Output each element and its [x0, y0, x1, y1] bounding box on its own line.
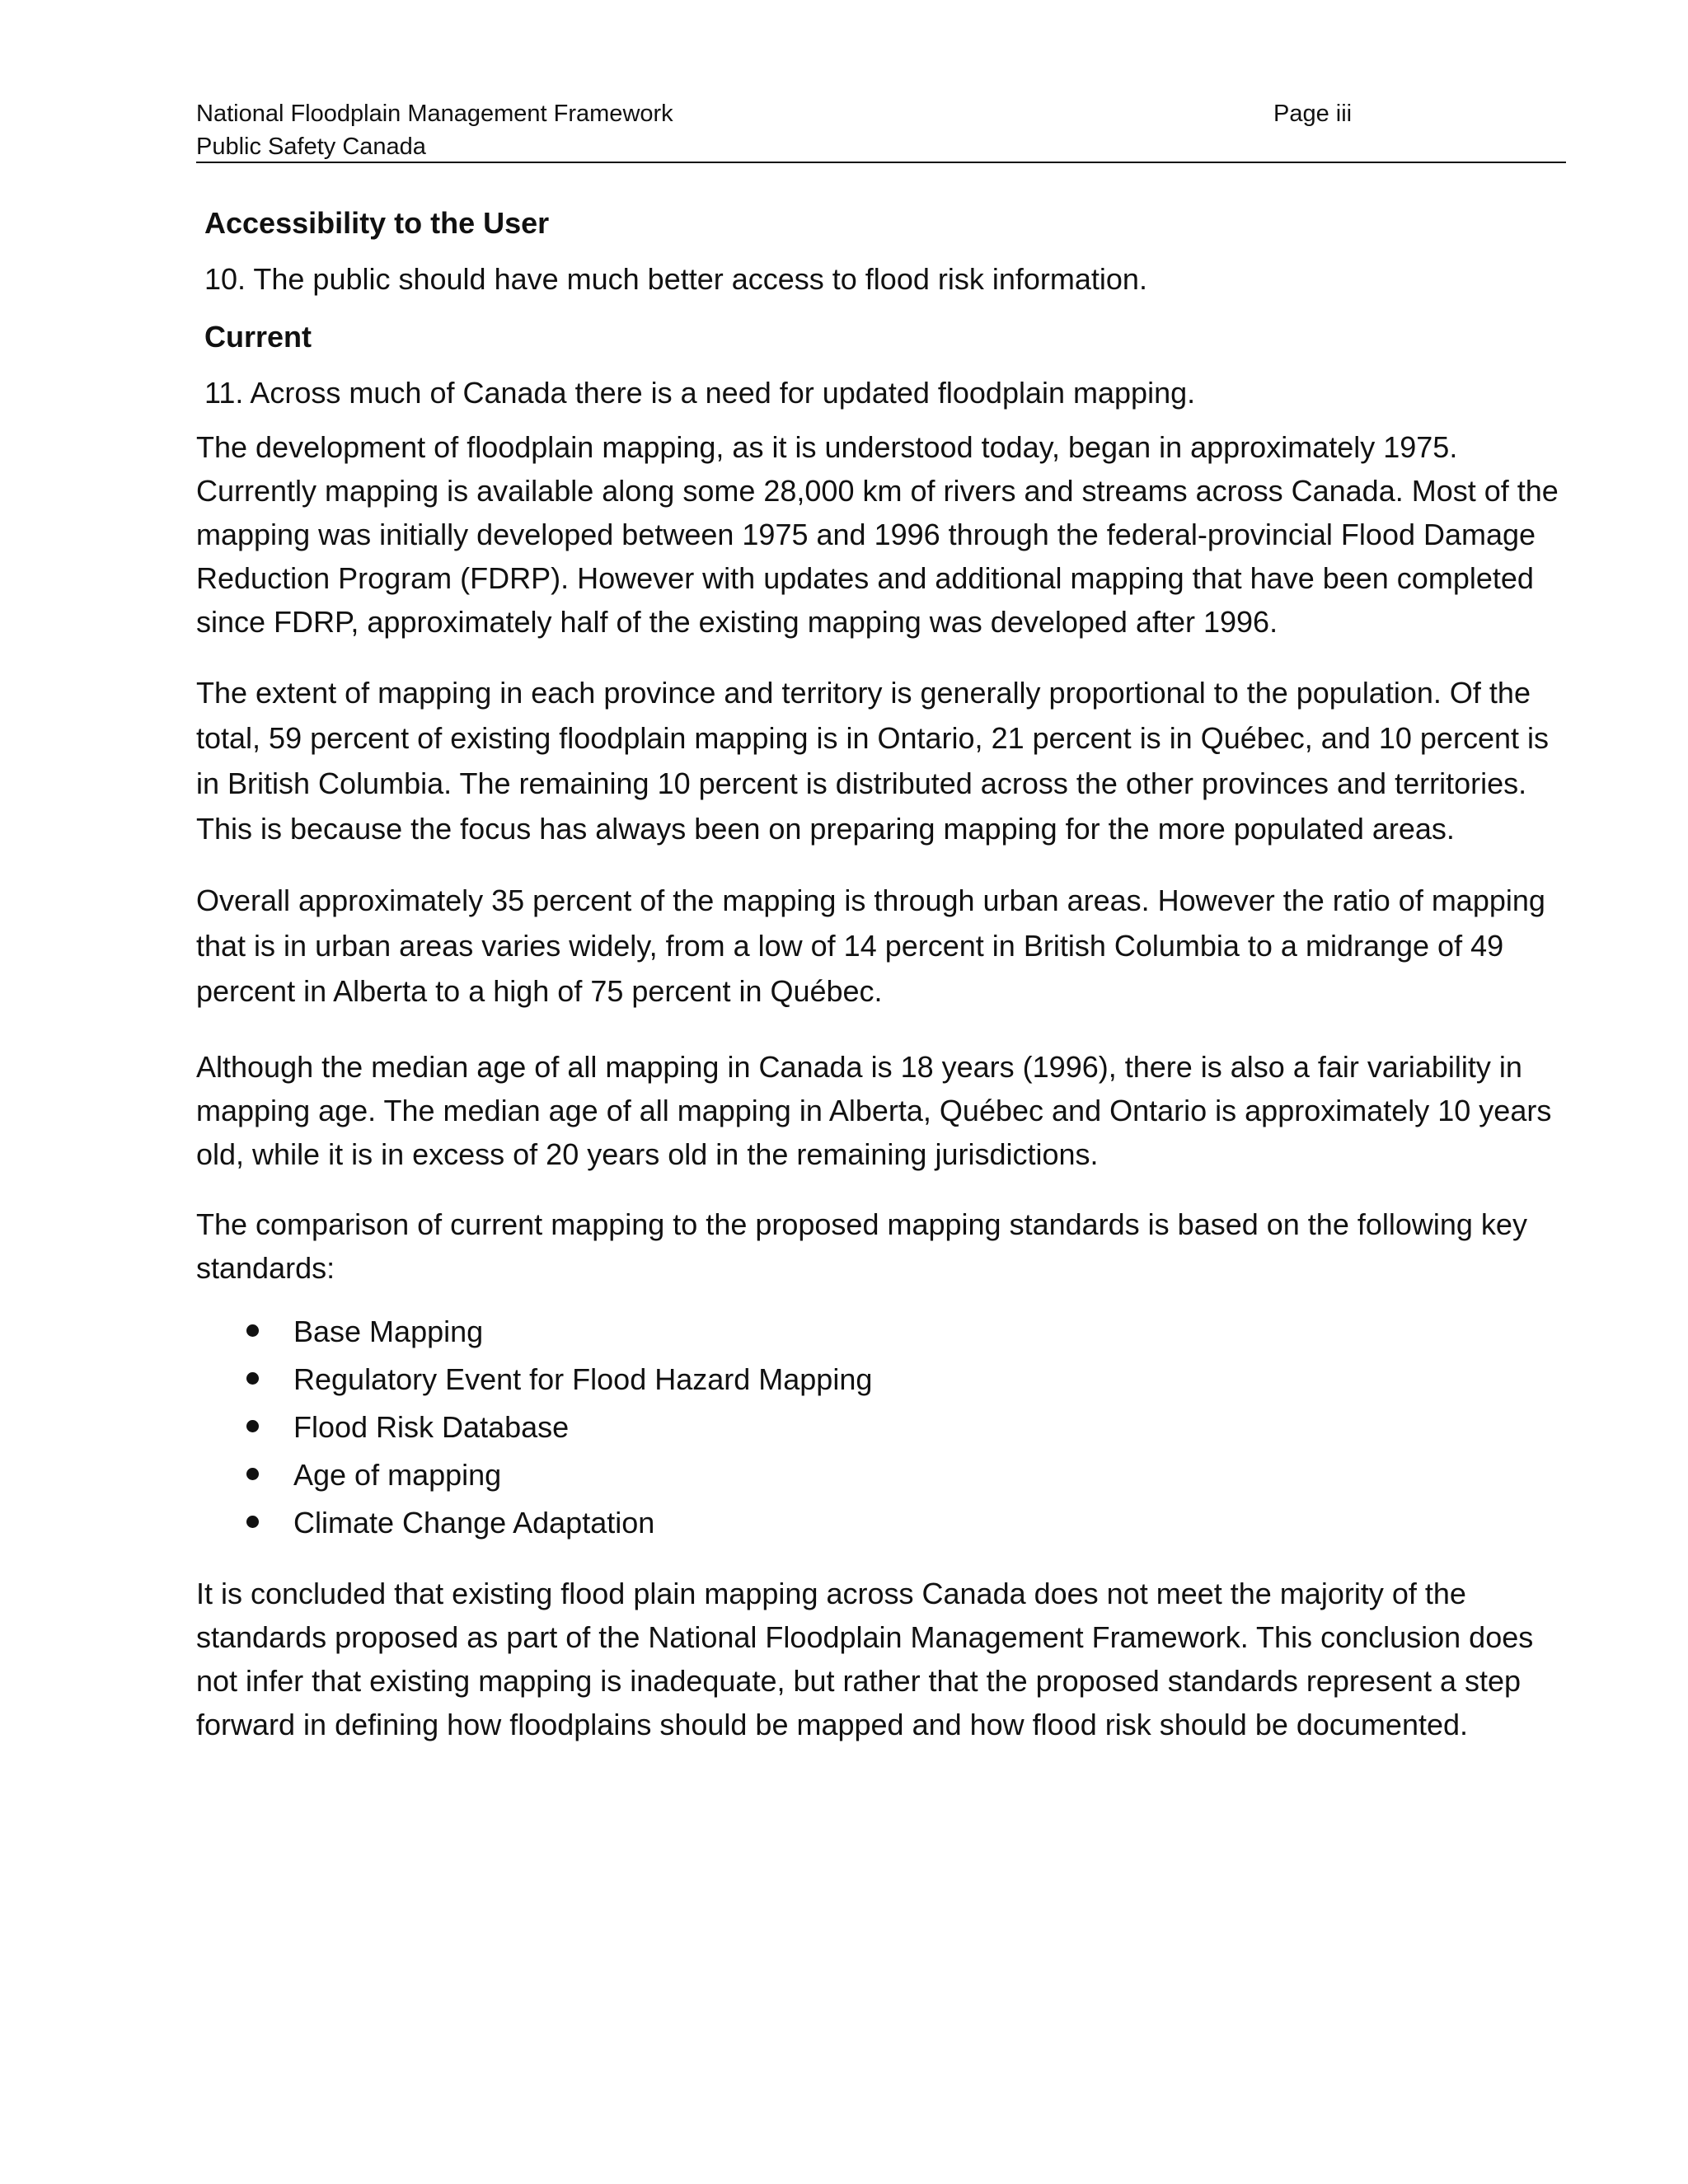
heading-accessibility: Accessibility to the User — [204, 206, 550, 240]
paragraph-age: Although the median age of all mapping in Canada is 18 years (1996), there is also a fair variability in mapping age. The median age of all mapping in Alberta, Québec and Ontario is approximately 10 years old, while it is in excess of 20 years old in the remaining jurisdictions. — [196, 1050, 1552, 1171]
heading-current: Current — [204, 320, 312, 354]
bullet-icon — [246, 1516, 259, 1528]
paragraph-extent: The extent of mapping in each province and territory is generally proportional to the population. Of the total, 59 percent of existing floodplain mapping is in Ontario, 21 percent is in Québec, and 10 percent is in British Columbia. The remaining 10 percent is distributed across the other provinces and territories. This is because the focus has always been on preparing mapping for the more populated areas. — [196, 676, 1549, 846]
paragraph-comparison: The comparison of current mapping to the proposed mapping standards is based on the following key standards: — [196, 1207, 1527, 1285]
page-body — [196, 203, 1564, 1773]
bullet-icon — [246, 1372, 259, 1385]
bullet-icon — [246, 1468, 259, 1480]
bullet-icon — [246, 1420, 259, 1432]
organization-name: Public Safety Canada — [196, 134, 426, 160]
recommendation-11: 11. Across much of Canada there is a need for updated floodplain mapping. — [204, 376, 1196, 410]
standards-list — [196, 1308, 1564, 1547]
bullet-icon — [246, 1324, 259, 1337]
paragraph-development: The development of floodplain mapping, as it is understood today, began in approximately 1975. Currently mapping is available along some 28,000 km of rivers and streams across Canada. Most of the mapping was initially developed between 1975 and 1996 through the federal-provincial Flood Damage Reduction Program (FDRP). However with updates and additional mapping that have been completed since FDRP, approximately half of the existing mapping was developed after 1996. — [196, 430, 1559, 639]
document-title: National Floodplain Management Framework — [196, 101, 673, 127]
recommendation-10: 10. The public should have much better access to flood risk information. — [204, 262, 1147, 296]
list-item: Base Mapping — [196, 1308, 1564, 1356]
page-number: Page iii — [1273, 101, 1353, 127]
paragraph-conclusion: It is concluded that existing flood plain mapping across Canada does not meet the majority of the standards proposed as part of the National Floodplain Management Framework. This conclusion does not infer that existing mapping is inadequate, but rather that the proposed standards represent a step forward in defining how floodplains should be mapped and how flood risk should be documented. — [196, 1577, 1534, 1741]
list-item: Regulatory Event for Flood Hazard Mapping — [196, 1356, 1564, 1404]
list-item: Flood Risk Database — [196, 1404, 1564, 1451]
paragraph-urban: Overall approximately 35 percent of the mapping is through urban areas. However the ratio of mapping that is in urban areas varies widely, from a low of 14 percent in British Columbia to a midrange of 49 percent in Alberta to a high of 75 percent in Québec. — [196, 883, 1545, 1008]
page-header — [196, 97, 1566, 163]
list-item: Age of mapping — [196, 1451, 1564, 1499]
list-item: Climate Change Adaptation — [196, 1499, 1564, 1547]
